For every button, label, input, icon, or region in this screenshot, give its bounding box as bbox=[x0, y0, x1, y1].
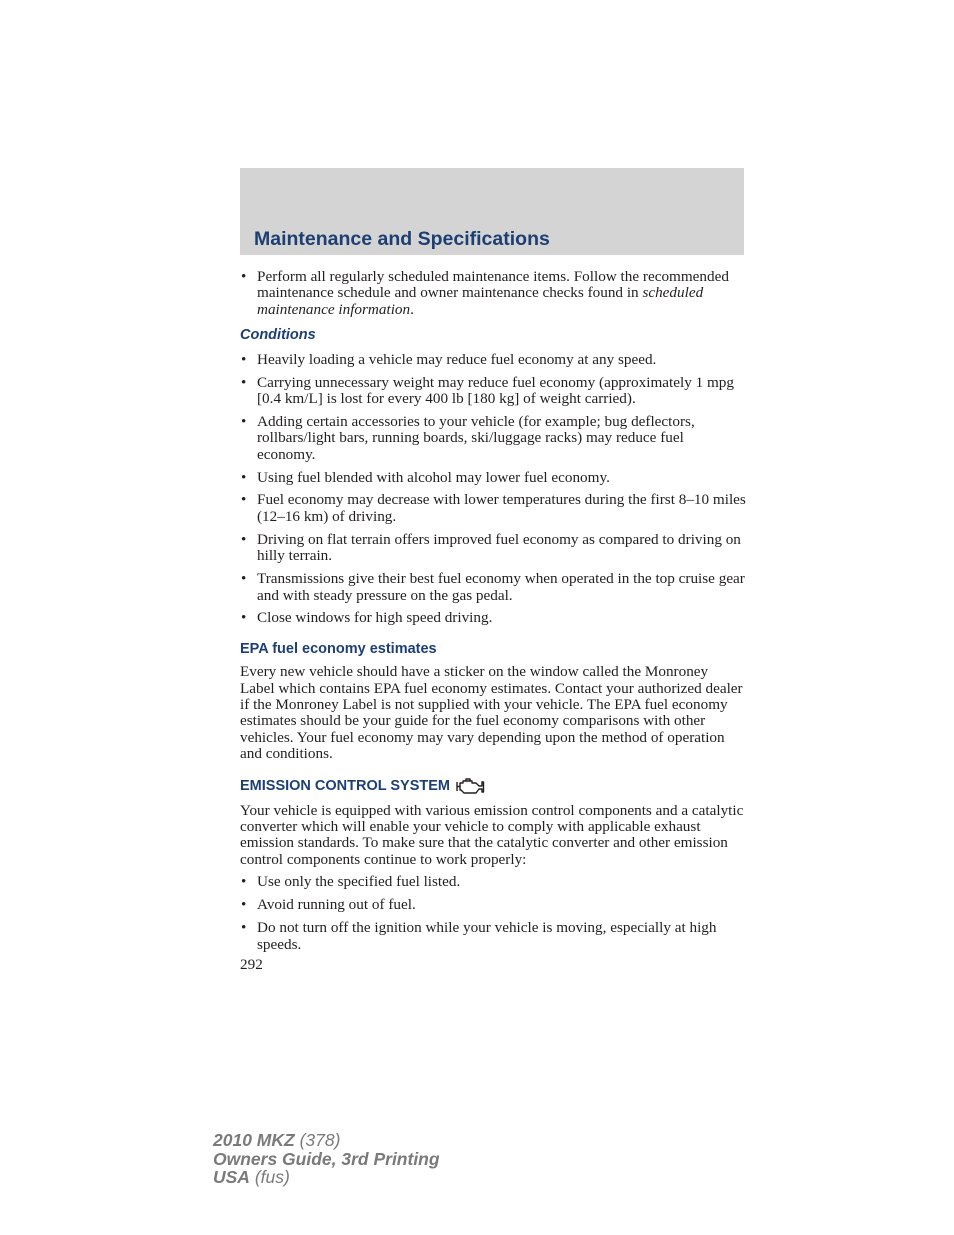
list-item-text: Fuel economy may decrease with lower temperatures during the first 8–10 miles (12–16 km) of driving. bbox=[257, 491, 746, 525]
footer-guide: Owners Guide, 3rd Printing bbox=[213, 1148, 440, 1169]
section-title: Maintenance and Specifications bbox=[254, 228, 550, 250]
list-item bbox=[240, 269, 746, 318]
emission-heading-row bbox=[240, 777, 746, 797]
list-item bbox=[240, 492, 746, 525]
list-item-text: Carrying unnecessary weight may reduce fuel economy (approximately 1 mpg [0.4 km/L] is lost for every 400 lb [180 kg] of weight carried). bbox=[257, 373, 734, 407]
footer-market-code: (fus) bbox=[254, 1167, 290, 1187]
intro-list bbox=[240, 269, 746, 318]
list-item bbox=[240, 874, 746, 890]
list-item-text: Use only the specified fuel listed. bbox=[257, 873, 461, 891]
list-item-text: Transmissions give their best fuel economy when operated in the top cruise gear and with steady pressure on the gas pedal. bbox=[257, 570, 745, 604]
list-item bbox=[240, 375, 746, 408]
bullet-glyph: • bbox=[241, 268, 247, 285]
list-item bbox=[240, 532, 746, 565]
footer-line-guide bbox=[213, 1150, 440, 1169]
list-item bbox=[240, 610, 746, 626]
footer-line-market bbox=[213, 1168, 440, 1187]
bullet-glyph: • bbox=[241, 491, 247, 509]
bullet-glyph: • bbox=[241, 609, 247, 627]
list-item bbox=[240, 352, 746, 368]
footer-model: 2010 MKZ bbox=[213, 1130, 295, 1150]
bullet-glyph: • bbox=[241, 373, 247, 391]
list-item-text: Do not turn off the ignition while your vehicle is moving, especially at high speeds. bbox=[257, 919, 717, 953]
intro-bullet-tail: . bbox=[410, 300, 414, 318]
bullet-glyph: • bbox=[241, 530, 247, 548]
footer-line-model bbox=[213, 1131, 440, 1150]
list-item-text: Driving on flat terrain offers improved fuel economy as compared to driving on hilly terrain. bbox=[257, 530, 741, 565]
list-item bbox=[240, 414, 746, 463]
check-engine-icon bbox=[455, 777, 485, 797]
footer-model-code: (378) bbox=[299, 1130, 341, 1150]
bullet-glyph: • bbox=[241, 350, 247, 368]
intro-bullet-text: Perform all regularly scheduled maintenance items. Follow the recommended maintenance schedule and owner maintenance checks found in bbox=[257, 268, 729, 302]
list-item-text: Adding certain accessories to your vehicle (for example; bug deflectors, rollbars/light bars, running boards, ski/luggage racks) may reduce fuel economy. bbox=[257, 412, 695, 463]
bullet-glyph: • bbox=[241, 412, 247, 430]
bullet-glyph: • bbox=[241, 919, 247, 937]
page-content bbox=[240, 269, 746, 973]
emission-heading: EMISSION CONTROL SYSTEM bbox=[240, 778, 451, 795]
conditions-heading: Conditions bbox=[240, 327, 316, 344]
epa-body: Every new vehicle should have a sticker on the window called the Monroney Label which contains EPA fuel economy estimates. Contact your authorized dealer if the Monroney Label is not supplied with your vehicle. The EPA fuel economy estimates should be your guide for the fuel economy comparisons with other vehicles. Your fuel economy may vary depending upon the method of operation and conditions. bbox=[240, 663, 743, 763]
intro-bullet-italic: scheduled maintenance information bbox=[257, 284, 704, 318]
list-item-text: Avoid running out of fuel. bbox=[257, 896, 416, 914]
bullet-glyph: • bbox=[241, 570, 247, 588]
list-item bbox=[240, 470, 746, 486]
epa-heading: EPA fuel economy estimates bbox=[240, 640, 437, 657]
list-item bbox=[240, 920, 746, 953]
footer-market: USA bbox=[213, 1167, 250, 1187]
bullet-glyph: • bbox=[241, 468, 247, 486]
list-item bbox=[240, 897, 746, 913]
emission-body: Your vehicle is equipped with various emission control components and a catalytic converter which will enable your vehicle to comply with applicable exhaust emission standards. To make sure that the catalytic converter and other emission control components continue to work properly: bbox=[240, 801, 744, 868]
list-item-text: Using fuel blended with alcohol may lower fuel economy. bbox=[257, 468, 610, 486]
bullet-glyph: • bbox=[241, 896, 247, 914]
page-number: 292 bbox=[240, 955, 263, 973]
bullet-glyph: • bbox=[241, 873, 247, 891]
list-item-text: Heavily loading a vehicle may reduce fuel economy at any speed. bbox=[257, 350, 657, 368]
section-header-band bbox=[240, 168, 744, 255]
conditions-list bbox=[240, 352, 746, 627]
list-item bbox=[240, 571, 746, 604]
list-item-text: Close windows for high speed driving. bbox=[257, 609, 493, 627]
footer-imprint bbox=[213, 1131, 440, 1187]
emission-list bbox=[240, 874, 746, 953]
